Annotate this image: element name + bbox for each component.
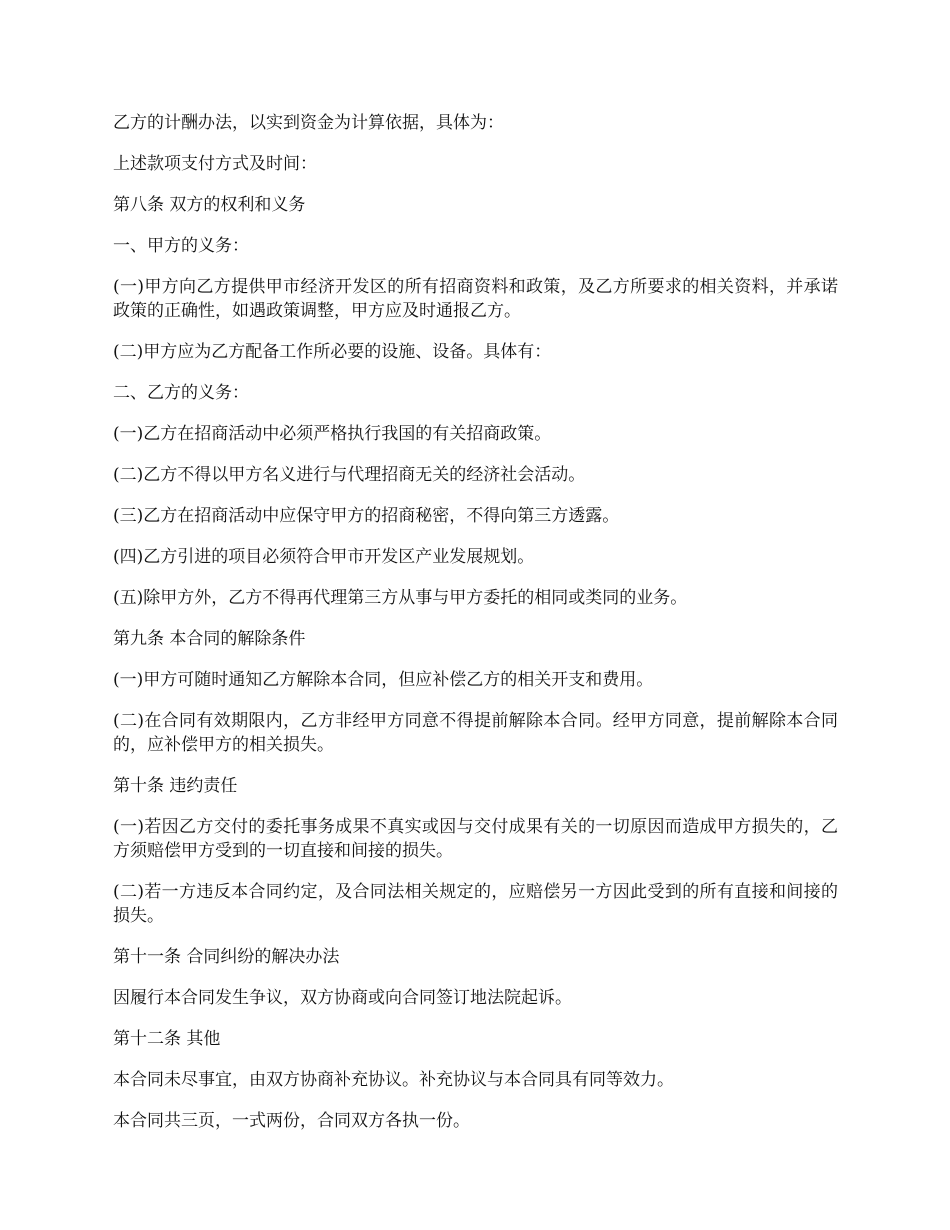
party-b-obligation-2: (二)乙方不得以甲方名义进行与代理招商无关的经济社会活动。 — [113, 465, 586, 485]
party-b-obligations-heading: 二、乙方的义务： — [113, 383, 249, 403]
article-10-heading: 第十条 违约责任 — [113, 776, 238, 796]
liability-clause-1: (一)若因乙方交付的委托事务成果不真实或因与交付成果有关的一切原因而造成甲方损失的，乙方须赔偿甲方受到的一切直接和间接的损失。 — [113, 817, 838, 861]
party-b-obligation-3: (三)乙方在招商活动中应保守甲方的招商秘密，不得向第三方透露。 — [113, 506, 620, 526]
party-a-obligation-2: (二)甲方应为乙方配备工作所必要的设施、设备。具体有： — [113, 342, 552, 362]
article-9-heading: 第九条 本合同的解除条件 — [113, 629, 306, 649]
party-a-obligation-1: (一)甲方向乙方提供甲市经济开发区的所有招商资料和政策，及乙方所要求的相关资料，并承诺政策的正确性，如遇政策调整，甲方应及时通报乙方。 — [113, 277, 838, 321]
party-a-obligations-heading: 一、甲方的义务： — [113, 236, 249, 256]
article-11-heading: 第十一条 合同纠纷的解决办法 — [113, 947, 340, 967]
dispute-resolution-text: 因履行本合同发生争议，双方协商或向合同签订地法院起诉。 — [113, 988, 572, 1008]
contract-copies-text: 本合同共三页，一式两份，合同双方各执一份。 — [113, 1111, 470, 1131]
paragraph-compensation-method: 乙方的计酬办法，以实到资金为计算依据，具体为： — [113, 113, 504, 133]
termination-clause-1: (一)甲方可随时通知乙方解除本合同，但应补偿乙方的相关开支和费用。 — [113, 670, 654, 690]
document-body — [113, 111, 838, 1150]
supplementary-agreement-text: 本合同未尽事宜，由双方协商补充协议。补充协议与本合同具有同等效力。 — [113, 1070, 674, 1090]
article-8-heading: 第八条 双方的权利和义务 — [113, 195, 306, 215]
party-b-obligation-4: (四)乙方引进的项目必须符合甲市开发区产业发展规划。 — [113, 547, 535, 567]
party-b-obligation-1: (一)乙方在招商活动中必须严格执行我国的有关招商政策。 — [113, 424, 552, 444]
article-12-heading: 第十二条 其他 — [113, 1029, 221, 1049]
termination-clause-2: (二)在合同有效期限内，乙方非经甲方同意不得提前解除本合同。经甲方同意，提前解除本合同的，应补偿甲方的相关损失。 — [113, 711, 838, 755]
liability-clause-2: (二)若一方违反本合同约定，及合同法相关规定的，应赔偿另一方因此受到的所有直接和间接的损失。 — [113, 882, 838, 926]
party-b-obligation-5: (五)除甲方外，乙方不得再代理第三方从事与甲方委托的相同或类同的业务。 — [113, 588, 688, 608]
paragraph-payment-terms: 上述款项支付方式及时间： — [113, 154, 317, 174]
